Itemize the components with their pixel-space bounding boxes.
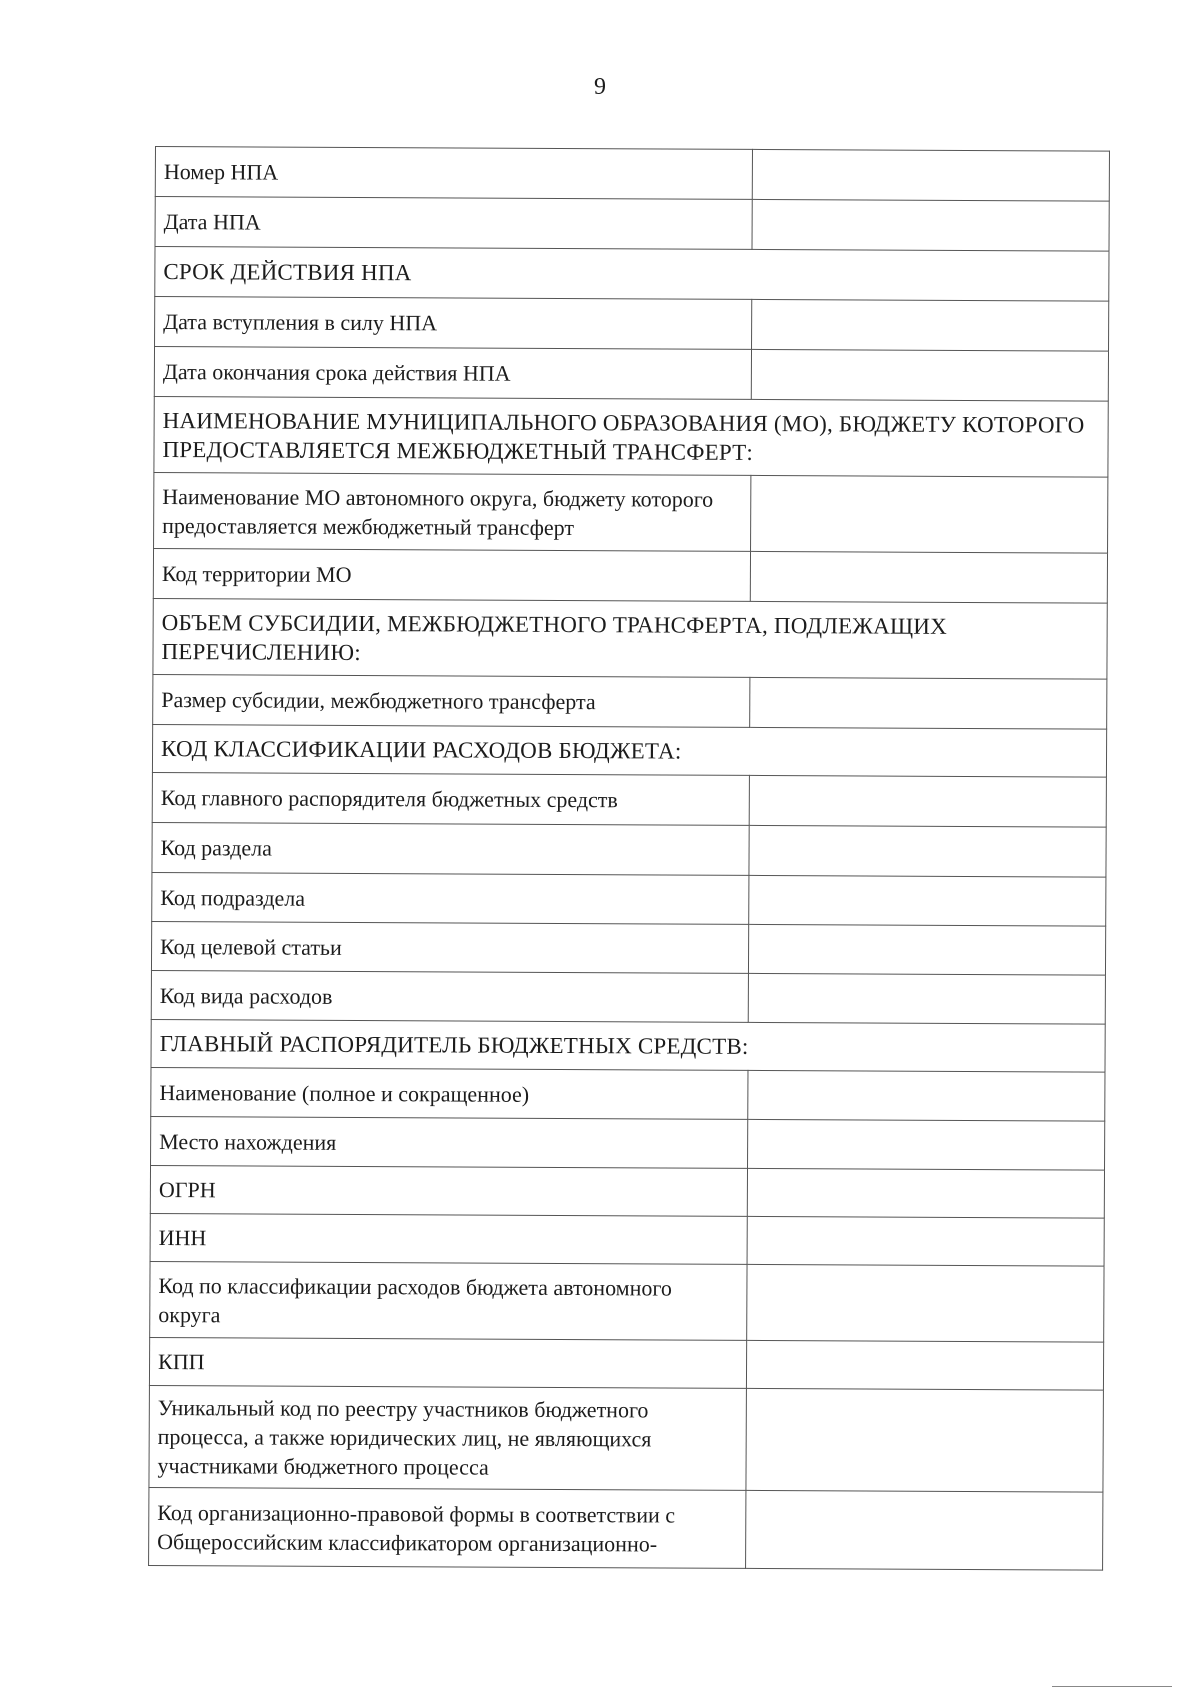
field-value <box>746 1490 1103 1570</box>
field-label: Код главного распорядителя бюджетных средств <box>152 772 749 825</box>
field-value <box>751 475 1108 553</box>
form-field-row <box>154 347 1108 402</box>
form-field-row <box>152 772 1106 827</box>
field-label: Уникальный код по реестру участников бюджетного процесса, а также юридических лиц, не являющихся участниками бюджетного процесса <box>149 1385 746 1490</box>
section-header-row <box>151 1019 1105 1072</box>
field-label: Код подраздела <box>152 872 749 924</box>
field-value <box>752 149 1109 201</box>
field-value <box>747 1168 1104 1218</box>
section-header: КОД КЛАССИФИКАЦИИ РАСХОДОВ БЮДЖЕТА: <box>152 724 1106 777</box>
section-header: НАИМЕНОВАНИЕ МУНИЦИПАЛЬНОГО ОБРАЗОВАНИЯ (МО), БЮДЖЕТУ КОТОРОГО ПРЕДОСТАВЛЯЕТСЯ МЕЖБЮДЖЕТНЫЙ ТРАНСФЕРТ: <box>154 396 1108 477</box>
field-label: Код по классификации расходов бюджета автономного округа <box>150 1261 747 1340</box>
form-field-row <box>153 674 1107 729</box>
field-label: Дата НПА <box>155 197 752 250</box>
form-field-row <box>155 197 1109 252</box>
field-label: Код вида расходов <box>151 970 748 1022</box>
field-label: ИНН <box>150 1213 747 1264</box>
form-field-row <box>155 297 1109 352</box>
field-value <box>749 775 1106 827</box>
field-label: КПП <box>149 1337 746 1388</box>
section-header-row <box>155 247 1109 302</box>
form-table <box>148 146 1110 1571</box>
field-label: Дата окончания срока действия НПА <box>154 347 751 400</box>
field-value <box>750 677 1107 729</box>
section-header: ГЛАВНЫЙ РАСПОРЯДИТЕЛЬ БЮДЖЕТНЫХ СРЕДСТВ: <box>151 1019 1105 1072</box>
form-field-row <box>151 1116 1105 1170</box>
page-number: 9 <box>594 74 606 100</box>
footer-line <box>1052 1686 1172 1687</box>
field-value <box>748 973 1105 1024</box>
field-value <box>748 924 1105 975</box>
form-field-row <box>149 1487 1103 1570</box>
form-field-row <box>151 921 1105 975</box>
section-header-row <box>152 724 1106 777</box>
field-label: ОГРН <box>150 1165 747 1216</box>
form-field-row <box>155 147 1109 202</box>
field-value <box>747 1264 1104 1342</box>
field-value <box>752 199 1109 251</box>
form-field-row <box>150 1261 1104 1342</box>
form-field-row <box>149 1337 1103 1390</box>
field-value <box>749 875 1106 926</box>
field-value <box>748 1070 1105 1121</box>
section-header: ОБЪЕМ СУБСИДИИ, МЕЖБЮДЖЕТНОГО ТРАНСФЕРТА, ПОДЛЕЖАЩИХ ПЕРЕЧИСЛЕНИЮ: <box>153 598 1107 679</box>
field-label: Дата вступления в силу НПА <box>155 297 752 350</box>
field-value <box>748 1119 1105 1170</box>
field-label: Код целевой статьи <box>151 921 748 973</box>
field-value <box>746 1388 1103 1492</box>
field-label: Место нахождения <box>151 1116 748 1168</box>
field-value <box>751 349 1108 401</box>
field-label: Размер субсидии, межбюджетного трансферта <box>153 674 750 727</box>
section-header-row <box>154 396 1108 477</box>
form-field-row <box>152 872 1106 926</box>
form-field-row <box>150 1165 1104 1218</box>
field-value <box>746 1340 1103 1390</box>
table-body <box>149 147 1110 1571</box>
form-field-row <box>151 1067 1105 1121</box>
field-label: Наименование (полное и сокращенное) <box>151 1067 748 1119</box>
form-field-row <box>154 472 1108 553</box>
form-field-row <box>149 1385 1103 1492</box>
form-field-row <box>153 548 1107 603</box>
field-label: Номер НПА <box>155 147 752 200</box>
section-header: СРОК ДЕЙСТВИЯ НПА <box>155 247 1109 302</box>
field-value <box>750 551 1107 603</box>
field-label: Наименование МО автономного округа, бюджету которого предоставляется межбюджетный трансферт <box>154 472 751 551</box>
form-field-row <box>151 970 1105 1024</box>
field-value <box>749 825 1106 877</box>
field-label: Код организационно-правовой формы в соответствии с Общероссийским классификатором организационно- <box>149 1487 746 1568</box>
field-value <box>747 1216 1104 1266</box>
form-field-row <box>150 1213 1104 1266</box>
section-header-row <box>153 598 1107 679</box>
field-label: Код территории МО <box>153 548 750 601</box>
form-field-row <box>152 822 1106 877</box>
field-label: Код раздела <box>152 822 749 875</box>
field-value <box>752 299 1109 351</box>
